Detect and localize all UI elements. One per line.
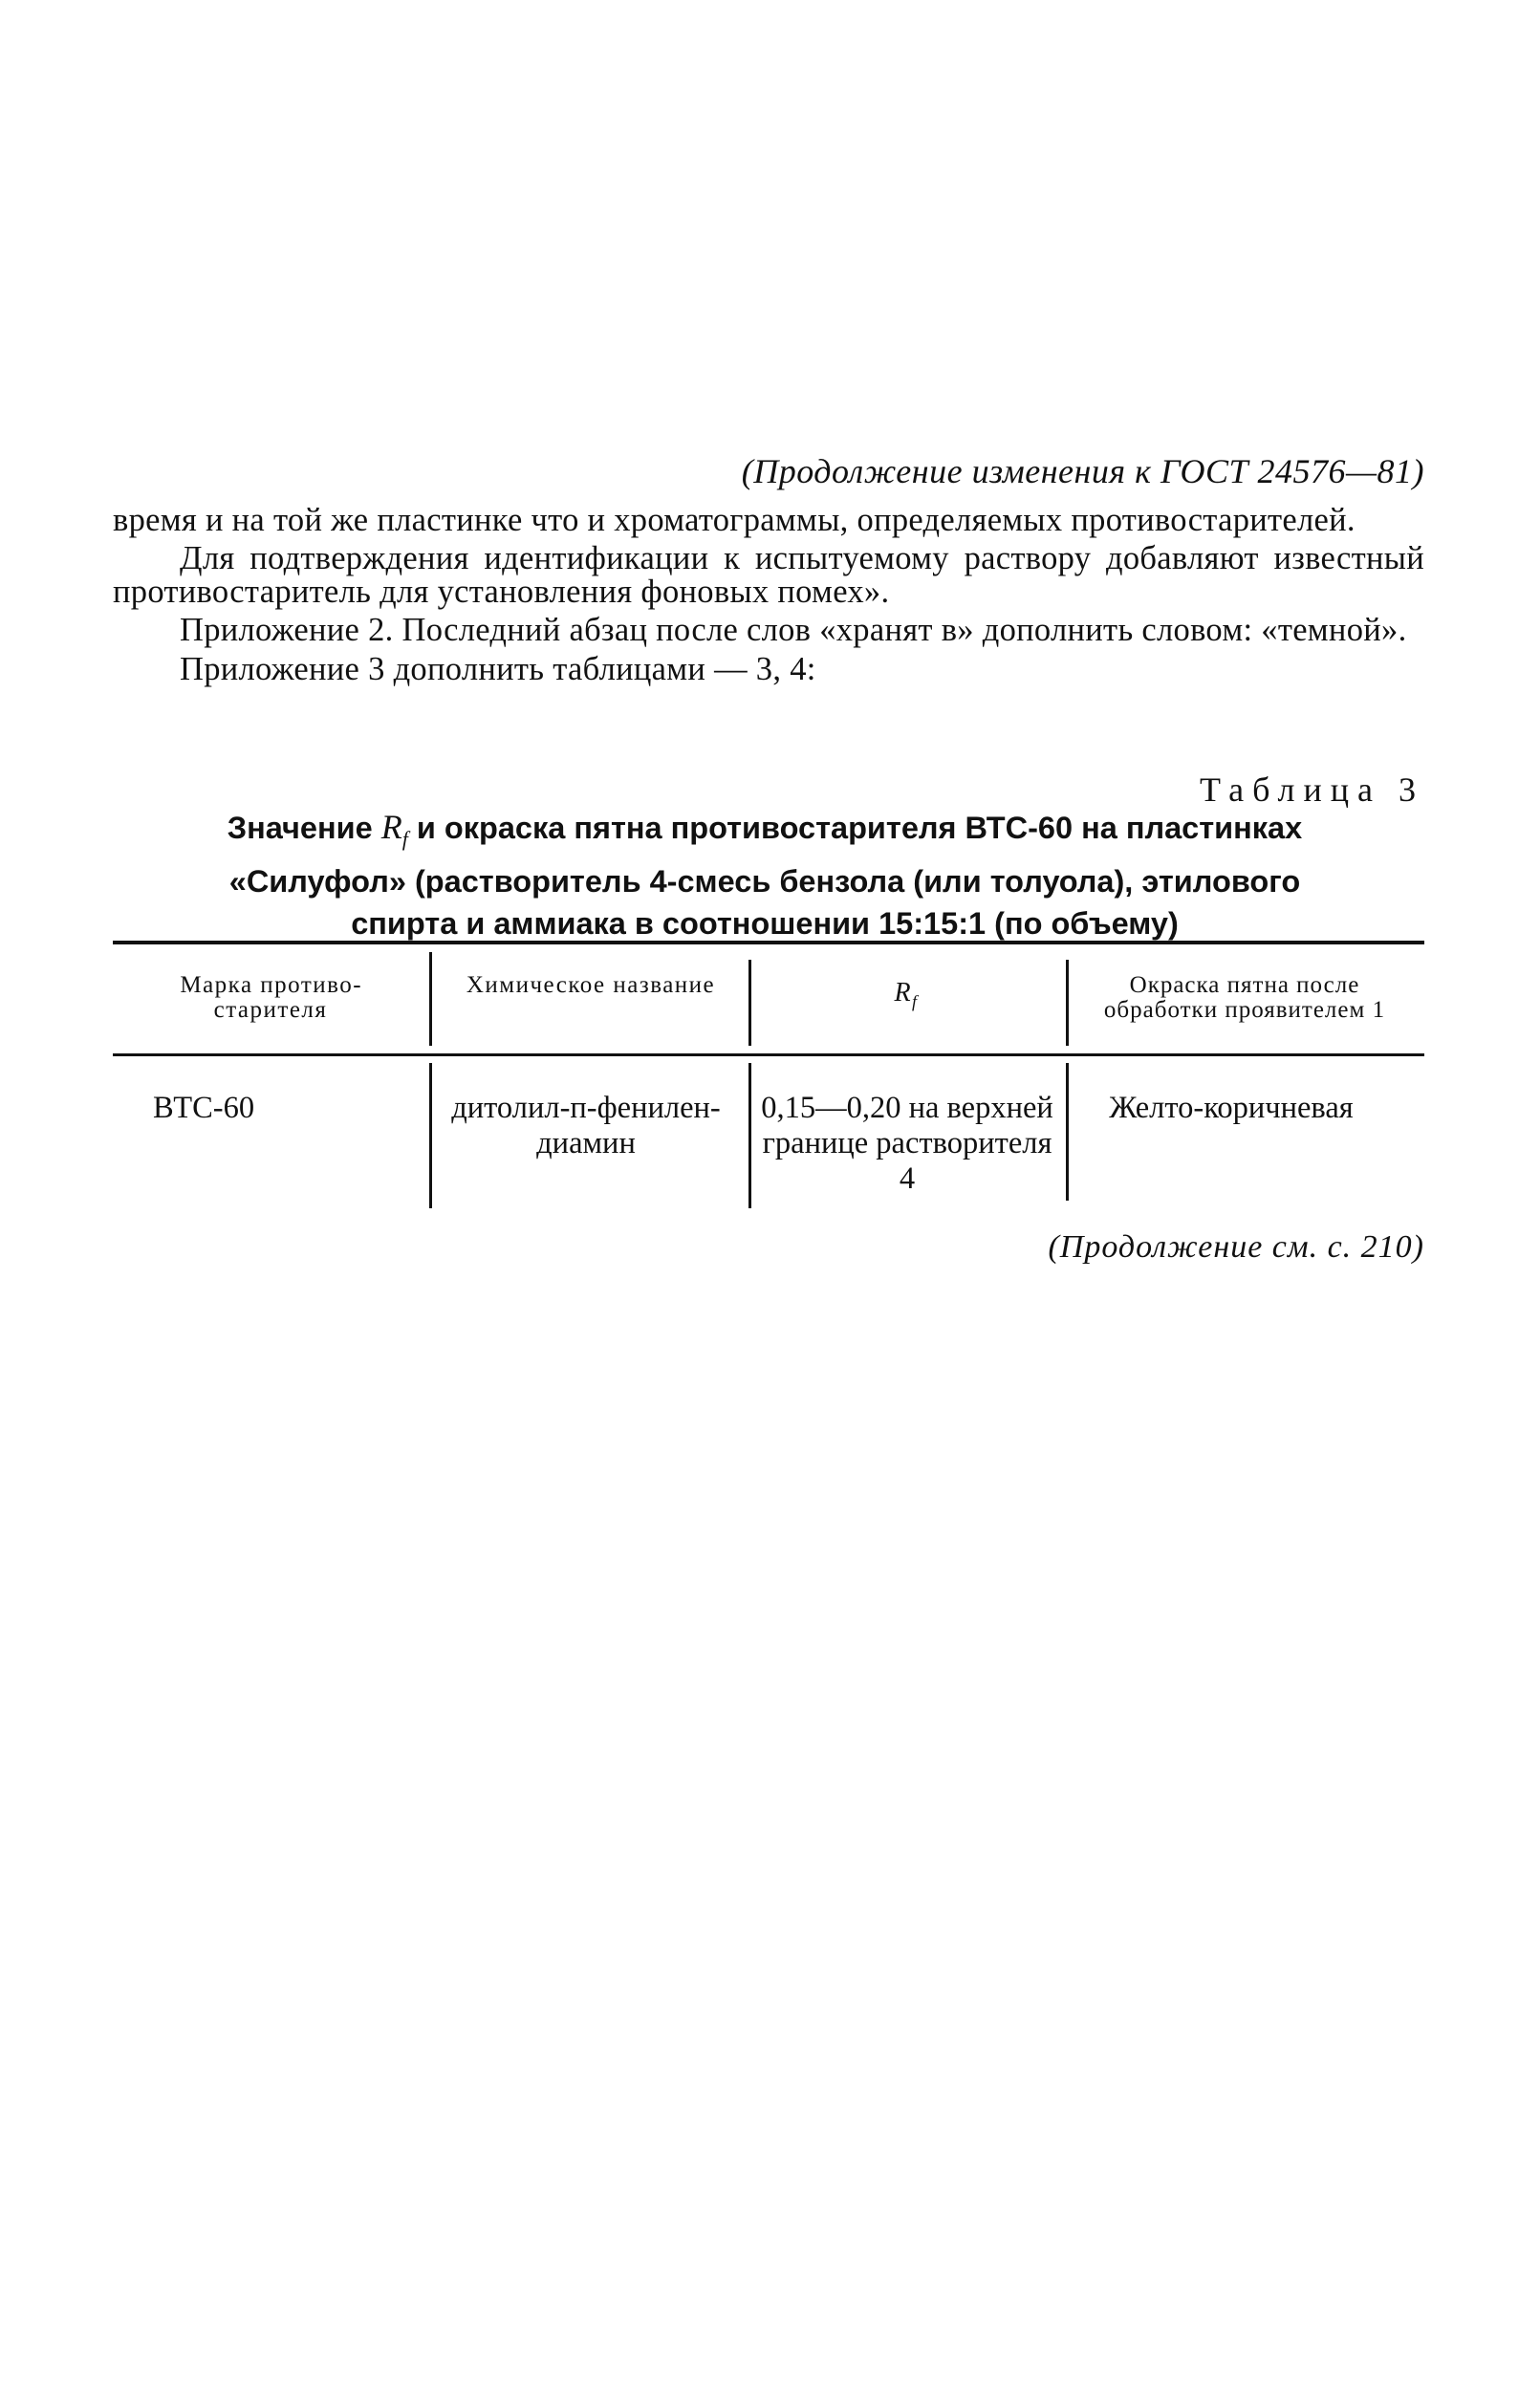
paragraph-2: Для подтверждения идентификации к испытуемому раствору добавляют известный противостаритель для установления фоновых помех». (113, 539, 1424, 610)
table-label: Таблица 3 (1200, 770, 1424, 809)
row-divider-3 (1066, 1063, 1069, 1201)
table-header-rule (113, 1053, 1424, 1056)
header-rf (763, 978, 1050, 1014)
table-caption (191, 806, 1338, 944)
paragraph-4: Приложение 3 дополнить таблицами — 3, 4: (180, 651, 816, 687)
row-divider-1 (429, 1063, 432, 1208)
table-top-rule (113, 941, 1424, 944)
caption-rest: и окраска пятна противостарителя ВТС-60 на пластинках «Силуфол» (растворитель 4-смесь бензола (или толуола), этилового спирта и аммиака в соотношении 15:15:1 (по объему) (228, 811, 1303, 942)
caption-rf-letter: R (380, 808, 402, 846)
header-grade: Марка противостарителя (180, 972, 361, 1023)
header-rf-subscript: f (912, 991, 919, 1011)
caption-rf-symbol (380, 808, 408, 852)
body-text (113, 504, 1424, 687)
running-header: (Продолжение изменения к ГОСТ 24576—81) (741, 452, 1424, 490)
cell-grade: ВТС-60 (153, 1091, 255, 1125)
header-chemical-name: Химическое название (466, 972, 716, 998)
paragraph-1: время и на той же пластинке что и хроматограммы, определяемых противостарителей. (113, 502, 1356, 538)
header-spot-color: Окраска пятна после обработки проявителем 1 (1103, 972, 1386, 1023)
caption-rf-subscript: f (401, 827, 408, 852)
cell-spot-color: Желто-коричневая (1109, 1091, 1354, 1125)
paragraph-3: Приложение 2. Последний абзац после слов «хранят в» дополнить словом: «темной». (180, 611, 1407, 648)
continuation-footer: (Продолжение см. с. 210) (1048, 1229, 1424, 1265)
cell-chemical-name: дитолил-п-фенилен-диамин (451, 1091, 721, 1160)
header-rf-letter: R (894, 978, 913, 1008)
header-divider-2 (748, 960, 751, 1046)
data-table (113, 941, 1424, 1208)
cell-rf: 0,15—0,20 на верхней границе растворителя 4 (761, 1091, 1053, 1196)
caption-start: Значение (227, 811, 373, 845)
header-divider-3 (1066, 960, 1069, 1046)
header-divider-1 (429, 952, 432, 1046)
row-divider-2 (748, 1063, 751, 1208)
